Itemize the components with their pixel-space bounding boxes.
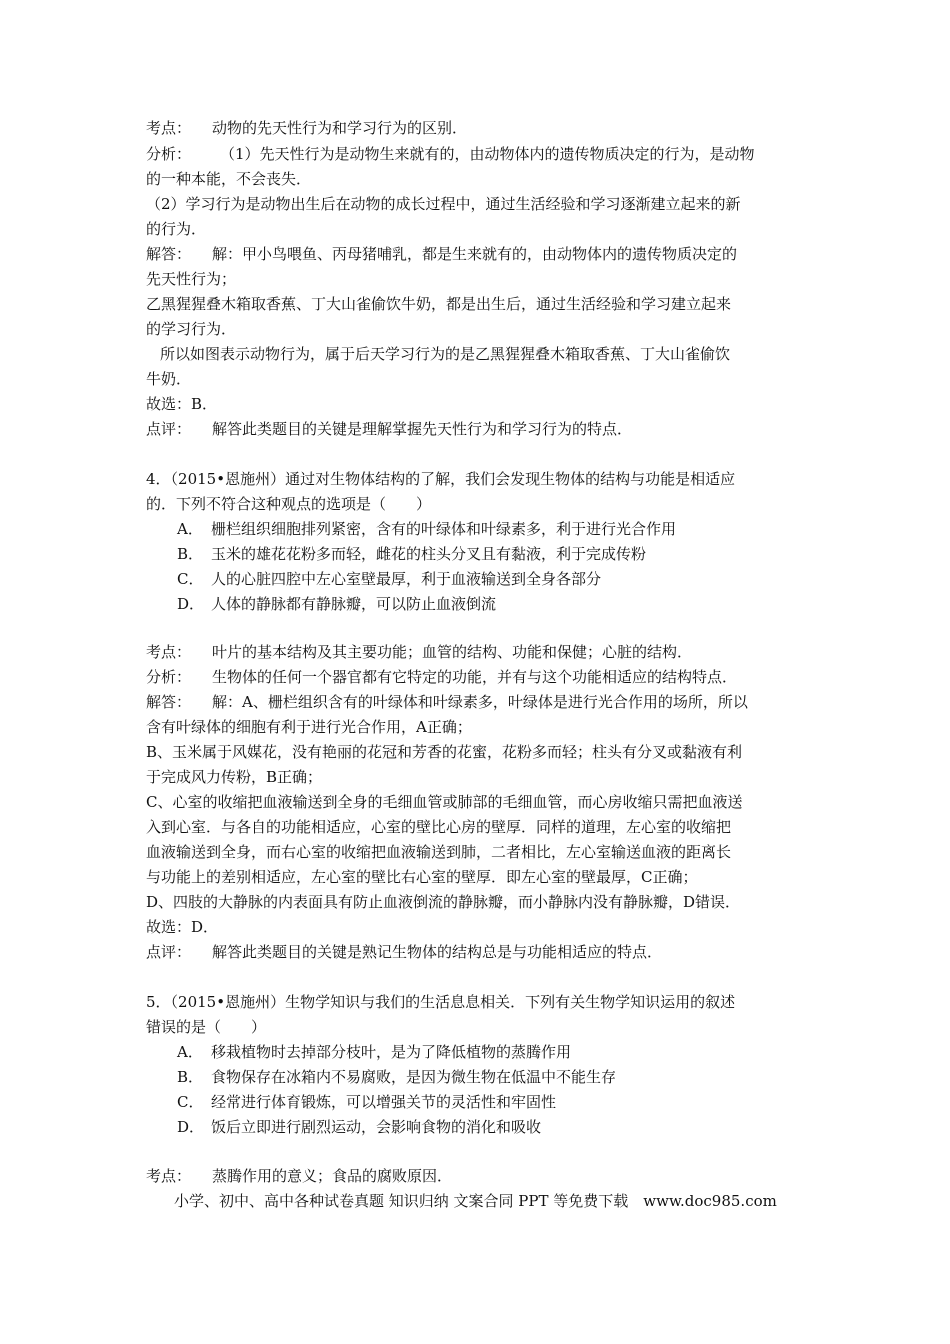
q4-stem-b: 的．下列不符合这种观点的选项是（ ） — [146, 495, 432, 513]
page-footer: 小学、初中、高中各种试卷真题 知识归纳 文案合同 PPT 等免费下载 www.doc985.com — [174, 1192, 777, 1210]
q4-dianping: 点评： 解答此类题目的关键是熟记生物体的结构总是与功能相适应的特点． — [146, 943, 663, 961]
q3-jieda-2a: 乙黑猩猩叠木箱取香蕉、丁大山雀偷饮牛奶，都是出生后，通过生活经验和学习建立起来 — [146, 295, 732, 313]
q5-stem-b: 错误的是（ ） — [146, 1018, 267, 1036]
q3-fenxi-1a: 分析： （1）先天性行为是动物生来就有的，由动物体内的遗传物质决定的行为，是动物 — [146, 145, 755, 163]
q5-kaodian: 考点： 蒸腾作用的意义；食品的腐败原因． — [146, 1167, 453, 1185]
q4-stem-a: 4．（2015•恩施州）通过对生物体结构的了解，我们会发现生物体的结构与功能是相适应 — [146, 470, 736, 488]
q4-jieda-2a: B、玉米属于风媒花，没有艳丽的花冠和芳香的花蜜，花粉多而轻；柱头有分叉或黏液有利 — [146, 743, 743, 761]
q3-guxuan: 故选：B． — [146, 395, 218, 413]
q3-jieda-3b: 牛奶． — [146, 370, 192, 388]
q5-option-d: D． 饭后立即进行剧烈运动，会影响食物的消化和吸收 — [177, 1118, 542, 1136]
q4-jieda-1a: 解答： 解：A、栅栏组织含有的叶绿体和叶绿素多，叶绿体是进行光合作用的场所，所以 — [146, 693, 748, 711]
q3-jieda-1a: 解答： 解：甲小鸟喂鱼、丙母猪哺乳，都是生来就有的，由动物体内的遗传物质决定的 — [146, 245, 738, 263]
q5-option-a: A． 移栽植物时去掉部分枝叶，是为了降低植物的蒸腾作用 — [177, 1043, 572, 1061]
q4-option-c: C． 人的心脏四腔中左心室壁最厚，利于血液输送到全身各部分 — [177, 570, 602, 588]
q4-jieda-3d: 与功能上的差别相适应，左心室的壁比右心室的壁厚．即左心室的壁最厚，C正确； — [146, 868, 698, 886]
q4-guxuan: 故选：D． — [146, 918, 219, 936]
q3-fenxi-1b: 的一种本能，不会丧失． — [146, 170, 312, 188]
q5-stem-a: 5．（2015•恩施州）生物学知识与我们的生活息息相关．下列有关生物学知识运用的叙述 — [146, 993, 736, 1011]
q3-kaodian: 考点： 动物的先天性行为和学习行为的区别． — [146, 119, 468, 137]
q4-option-a: A． 栅栏组织细胞排列紧密，含有的叶绿体和叶绿素多，利于进行光合作用 — [177, 520, 677, 538]
q4-jieda-1b: 含有叶绿体的细胞有利于进行光合作用，A正确； — [146, 718, 472, 736]
q5-option-b: B． 食物保存在冰箱内不易腐败，是因为微生物在低温中不能生存 — [177, 1068, 617, 1086]
q4-option-b: B． 玉米的雄花花粉多而轻，雌花的柱头分叉且有黏液，利于完成传粉 — [177, 545, 647, 563]
q4-jieda-4: D、四肢的大静脉的内表面具有防止血液倒流的静脉瓣，而小静脉内没有静脉瓣，D错误． — [146, 893, 741, 911]
q3-jieda-1b: 先天性行为； — [146, 270, 237, 288]
q4-kaodian: 考点： 叶片的基本结构及其主要功能；血管的结构、功能和保健；心脏的结构． — [146, 643, 693, 661]
q5-option-c: C． 经常进行体育锻炼，可以增强关节的灵活性和牢固性 — [177, 1093, 557, 1111]
q3-dianping: 点评： 解答此类题目的关键是理解掌握先天性行为和学习行为的特点． — [146, 420, 633, 438]
q3-jieda-3a: 所以如图表示动物行为，属于后天学习行为的是乙黑猩猩叠木箱取香蕉、丁大山雀偷饮 — [160, 345, 731, 363]
q4-jieda-3b: 入到心室．与各自的功能相适应，心室的壁比心房的壁厚．同样的道理，左心室的收缩把 — [146, 818, 732, 836]
q4-jieda-3c: 血液输送到全身，而右心室的收缩把血液输送到肺，二者相比，左心室输送血液的距离长 — [146, 843, 732, 861]
q4-jieda-2b: 于完成风力传粉，B正确； — [146, 768, 323, 786]
q4-jieda-3a: C、心室的收缩把血液输送到全身的毛细血管或肺部的毛细血管，而心房收缩只需把血液送 — [146, 793, 743, 811]
q4-fenxi: 分析： 生物体的任何一个器官都有它特定的功能，并有与这个功能相适应的结构特点． — [146, 668, 738, 686]
q3-fenxi-2a: （2）学习行为是动物出生后在动物的成长过程中，通过生活经验和学习逐渐建立起来的新 — [146, 195, 741, 213]
q3-jieda-2b: 的学习行为． — [146, 320, 237, 338]
q3-fenxi-2b: 的行为． — [146, 220, 207, 238]
q4-option-d: D． 人体的静脉都有静脉瓣，可以防止血液倒流 — [177, 595, 497, 613]
